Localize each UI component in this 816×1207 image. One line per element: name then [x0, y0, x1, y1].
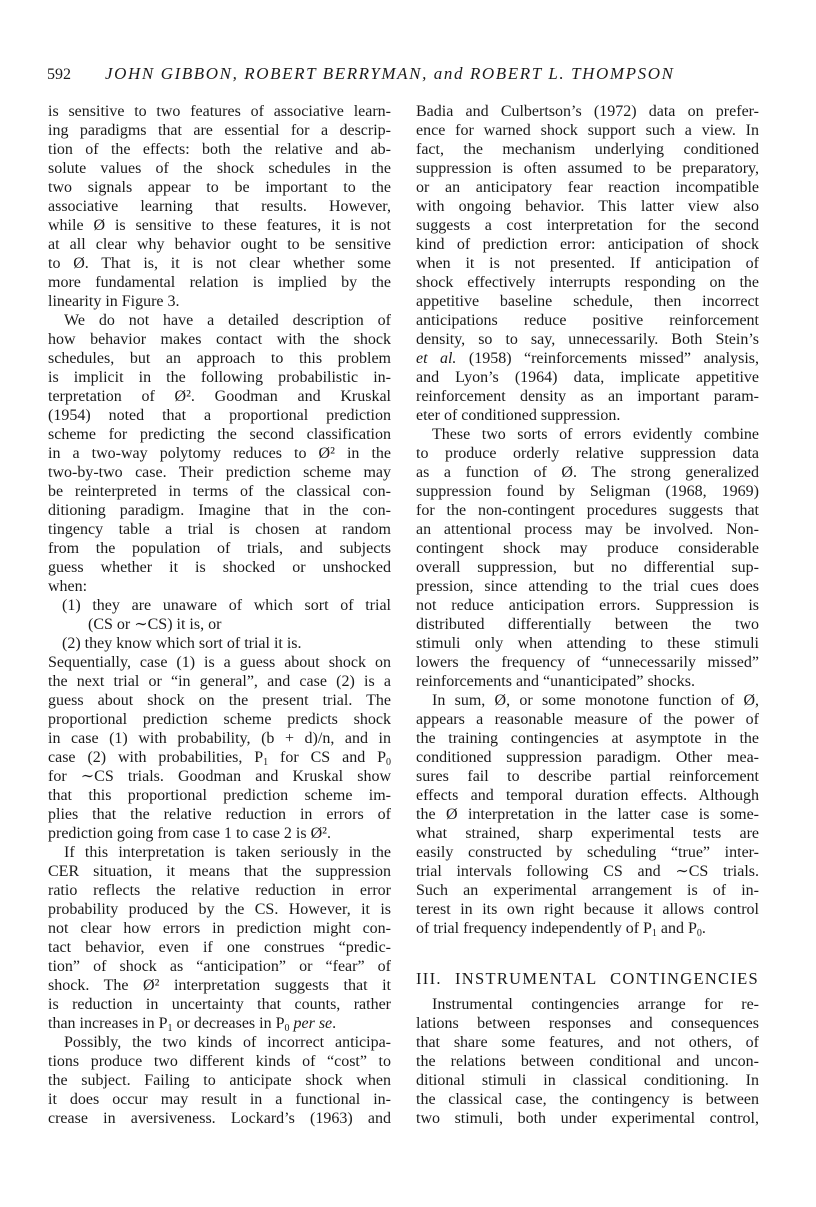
text-line: ditional stimuli in classical conditioning. In — [416, 1072, 759, 1089]
text-line: (CS or ∼CS) it is, or — [88, 616, 222, 633]
text-line: tion” of shock as “anticipation” or “fear” of — [48, 958, 391, 975]
text-line: terpretation of Ø². Goodman and Kruskal — [48, 388, 391, 405]
text-line: ence for warned shock support such a view. In — [416, 122, 759, 139]
text-line: for ∼CS trials. Goodman and Kruskal show — [48, 768, 391, 785]
paragraph — [48, 1033, 391, 1128]
text-segment: or decreases in P — [172, 1015, 285, 1032]
text-line: what strained, sharp experimental tests are — [416, 825, 759, 842]
text-line: linearity in Figure 3. — [48, 293, 180, 310]
text-line: is reduction in uncertainty that counts, rather — [48, 996, 391, 1013]
text-line: Sequentially, case (1) is a guess about shock on — [48, 654, 391, 671]
text-line: pression, since attending to the trial cues does — [416, 578, 759, 595]
text-line: sures fail to describe partial reinforcement — [416, 768, 759, 785]
text-line: (2) they know which sort of trial it is. — [62, 635, 302, 652]
text-line: easily constructed by scheduling “true” inter- — [416, 844, 759, 861]
text-line: in case (1) with probability, (b + d)/n, and in — [48, 730, 391, 747]
text-line: plies that the relative reduction in errors of — [48, 806, 391, 823]
text-line: conditioned suppression paradigm. Other mea- — [416, 749, 759, 766]
text-line: Badia and Culbertson’s (1972) data on prefer- — [416, 103, 759, 120]
subscript: 1 — [263, 757, 269, 768]
text-line: appears a reasonable measure of the power of — [416, 711, 759, 728]
subscript: 0 — [696, 928, 702, 939]
text-line: more fundamental relation is implied by the — [48, 274, 391, 291]
subscript: 0 — [284, 1023, 290, 1034]
text-line: If this interpretation is taken seriously in the — [64, 844, 391, 861]
text-line: CER situation, it means that the suppression — [48, 863, 391, 880]
text-line: trial intervals following CS and ∼CS trials. — [416, 863, 759, 880]
text-line: proportional prediction scheme predicts shock — [48, 711, 391, 728]
text-line: at all clear why behavior ought to be sensitive — [48, 236, 391, 253]
text-line: guess whether it is shocked or unshocked — [48, 559, 391, 576]
text-line: suppression found by Seligman (1968, 1969) — [416, 483, 759, 500]
text-line: ditioning paradigm. Imagine that in the con- — [48, 502, 391, 519]
text-line — [416, 349, 759, 368]
italic-text: per se — [293, 1015, 333, 1032]
section-heading: III. INSTRUMENTAL CONTINGENCIES — [416, 969, 759, 988]
text-line: appetitive baseline schedule, then incorrect — [416, 293, 759, 310]
text-line: density, so to say, unnecessarily. Both Stein’s — [416, 331, 759, 348]
text-line: distributed differentially between the two — [416, 616, 759, 633]
text-line: schedules, but an approach to this problem — [48, 350, 391, 367]
text-line: be reinterpreted in terms of the classical con- — [48, 483, 391, 500]
text-line: Such an experimental arrangement is of in- — [416, 882, 759, 899]
text-line: tions produce two different kinds of “cost” to — [48, 1053, 391, 1070]
text-line: contingent shock may produce considerable — [416, 540, 759, 557]
list-item — [48, 634, 391, 653]
text-line: two-by-two case. Their prediction scheme may — [48, 464, 391, 481]
text-line: to produce orderly relative suppression data — [416, 445, 759, 462]
text-line: when it is not presented. If anticipation of — [416, 255, 759, 272]
text-line: not reduce anticipation errors. Suppression is — [416, 597, 759, 614]
italic-text: et al. — [416, 350, 457, 367]
text-line: prediction going from case 1 to case 2 is Ø². — [48, 825, 331, 842]
text-line: in a two-way polytomy reduces to Ø² in the — [48, 445, 391, 462]
list-item — [48, 596, 391, 634]
text-line: (1954) noted that a proportional prediction — [48, 407, 391, 424]
text-line: probability produced by the CS. However, it is — [48, 901, 391, 918]
paragraph — [416, 995, 759, 1128]
text-line: suppression is often assumed to be preparatory, — [416, 160, 759, 177]
text-segment: for CS and P — [268, 749, 386, 766]
text-line: stimuli only when attending to these stimuli — [416, 635, 759, 652]
text-line: not clear how errors in prediction might con- — [48, 920, 391, 937]
paragraph — [48, 311, 391, 596]
text-line: and Lyon’s (1964) data, implicate appetitive — [416, 369, 759, 386]
text-line: tingency table a trial is chosen at random — [48, 521, 391, 538]
text-line: These two sorts of errors evidently combine — [432, 426, 759, 443]
text-line: that share some features, and not others, of — [416, 1034, 759, 1051]
text-line: is implicit in the following probabilistic in- — [48, 369, 391, 386]
text-line: scheme for predicting the second classification — [48, 426, 391, 443]
text-line: the relations between conditional and uncon- — [416, 1053, 759, 1070]
text-line: while Ø is sensitive to these features, it is not — [48, 217, 391, 234]
text-segment: . — [332, 1015, 337, 1032]
text-line: the Ø interpretation in the latter case is some- — [416, 806, 759, 823]
text-line: for the non-contingent procedures suggests that — [416, 502, 759, 519]
subscript: 0 — [386, 757, 391, 768]
text-line: from the population of trials, and subjects — [48, 540, 391, 557]
right-column — [416, 102, 759, 1128]
text-line: the training contingencies at asymptote in the — [416, 730, 759, 747]
text-line: two signals appear to be important to the — [48, 179, 391, 196]
text-line: terest in its own right because it allows control — [416, 901, 759, 918]
text-line: to Ø. That is, it is not clear whether some — [48, 255, 391, 272]
text-line: kind of prediction error: anticipation of shock — [416, 236, 759, 253]
text-line: an attentional process may be involved. Non- — [416, 521, 759, 538]
text-line: tion of the effects: both the relative and ab- — [48, 141, 391, 158]
text-line — [48, 748, 391, 767]
text-line: the next trial or “in general”, and case (2) is a — [48, 673, 391, 690]
text-line: shock effectively interrupts responding on the — [416, 274, 759, 291]
text-line: solute values of the shock schedules in the — [48, 160, 391, 177]
text-line: (1) they are unaware of which sort of trial — [62, 597, 391, 614]
text-segment: case (2) with probabilities, P — [48, 749, 264, 766]
text-line: Instrumental contingencies arrange for re- — [432, 996, 759, 1013]
text-line: shock. The Ø² interpretation suggests that it — [48, 977, 391, 994]
text-line: as a function of Ø. The strong generalized — [416, 464, 759, 481]
text-line: that this proportional prediction scheme im- — [48, 787, 391, 804]
paragraph — [48, 653, 391, 843]
text-line: the classical case, the contingency is between — [416, 1091, 759, 1108]
text-line: how behavior makes contact with the shock — [48, 331, 391, 348]
text-line: Possibly, the two kinds of incorrect anticipa- — [64, 1034, 391, 1051]
subscript: 1 — [651, 928, 657, 939]
text-line: is sensitive to two features of associative learn- — [48, 103, 391, 120]
left-column — [48, 102, 391, 1128]
running-head: JOHN GIBBON, ROBERT BERRYMAN, and ROBERT L. THOMPSON — [105, 64, 675, 83]
text-line: lowers the frequency of “unnecessarily missed” — [416, 654, 759, 671]
text-line: We do not have a detailed description of — [64, 312, 391, 329]
text-line: overall suppression, but no differential sup- — [416, 559, 759, 576]
paragraph — [416, 691, 759, 938]
subscript: 1 — [167, 1023, 173, 1034]
text-segment: of trial frequency independently of P — [416, 920, 652, 937]
text-line: ratio reflects the relative reduction in error — [48, 882, 391, 899]
text-line: reinforcement density as an important param- — [416, 388, 759, 405]
text-line: with ongoing behavior. This latter view also — [416, 198, 759, 215]
text-line: guess about shock on the present trial. The — [48, 692, 391, 709]
text-line: suggests a cost interpretation for the second — [416, 217, 759, 234]
text-segment: and P — [656, 920, 697, 937]
text-line: eter of conditioned suppression. — [416, 407, 621, 424]
text-line: tact behavior, even if one construes “predic- — [48, 939, 391, 956]
text-line: two stimuli, both under experimental control, — [416, 1110, 759, 1127]
text-line: reinforcements and “unanticipated” shocks. — [416, 673, 695, 690]
text-line: or an anticipatory fear reaction incompatible — [416, 179, 759, 196]
text-segment: (1958) “reinforcements missed” analysis, — [456, 350, 759, 367]
paragraph — [48, 102, 391, 311]
text-line — [416, 919, 759, 938]
page-number: 592 — [47, 66, 71, 83]
text-segment: . — [701, 920, 706, 937]
paragraph — [416, 102, 759, 425]
text-line — [48, 1014, 391, 1033]
paragraph — [416, 425, 759, 691]
text-line: associative learning that results. However, — [48, 198, 391, 215]
text-line: the subject. Failing to anticipate shock when — [48, 1072, 391, 1089]
text-line: when: — [48, 578, 88, 595]
text-line: ing paradigms that are essential for a descrip- — [48, 122, 391, 139]
text-line: effects and temporal duration effects. Although — [416, 787, 759, 804]
text-segment: than increases in P — [48, 1015, 168, 1032]
text-line: fact, the mechanism underlying conditioned — [416, 141, 759, 158]
text-line: anticipations reduce positive reinforcement — [416, 312, 759, 329]
text-line: lations between responses and consequences — [416, 1015, 759, 1032]
text-line: In sum, Ø, or some monotone function of Ø, — [432, 692, 759, 709]
text-line: it does occur may result in a functional in- — [48, 1091, 391, 1108]
paragraph — [48, 843, 391, 1033]
text-line: crease in aversiveness. Lockard’s (1963) and — [48, 1110, 391, 1127]
